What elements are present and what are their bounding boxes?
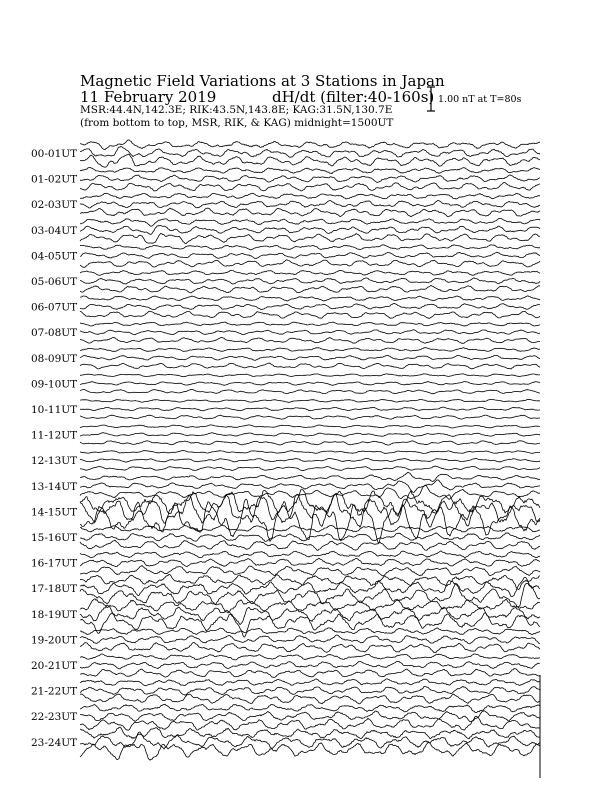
trace-order-note: (from bottom to top, MSR, RIK, & KAG) midnight=1500UT xyxy=(80,117,394,129)
trace-rik-22-23ut xyxy=(80,711,540,722)
trace-rik-11-12ut xyxy=(80,433,540,437)
hour-label: 20-21UT xyxy=(31,660,78,672)
trace-kag-02-03ut xyxy=(80,193,540,199)
hour-label: 23-24UT xyxy=(31,736,78,749)
trace-msr-21-22ut xyxy=(80,694,540,704)
trace-kag-00-01ut xyxy=(80,140,540,150)
trace-msr-18-19ut xyxy=(80,613,540,637)
scale-bar xyxy=(427,87,522,111)
trace-kag-08-09ut xyxy=(80,348,540,352)
trace-msr-07-08ut xyxy=(80,337,540,343)
trace-kag-01-02ut xyxy=(80,167,540,173)
hour-label: 21-22UT xyxy=(31,685,78,698)
hour-label: 11-12UT xyxy=(31,429,78,442)
trace-kag-22-23ut xyxy=(80,704,540,712)
trace-kag-11-12ut xyxy=(80,425,540,428)
trace-msr-16-17ut xyxy=(80,565,540,576)
station-coordinates: MSR:44.4N,142.3E; RIK:43.5N,143.8E; KAG:31.5N,130.7E xyxy=(80,104,393,116)
chart-quantity: dH/dt (filter:40-160s) xyxy=(272,88,435,106)
trace-kag-10-11ut xyxy=(80,399,540,402)
hour-label: 12-13UT xyxy=(31,455,78,468)
trace-msr-09-10ut xyxy=(80,389,540,393)
trace-rik-20-21ut xyxy=(80,661,540,669)
trace-kag-13-14ut xyxy=(80,472,540,481)
trace-kag-15-16ut xyxy=(80,525,540,532)
trace-rik-05-06ut xyxy=(80,278,540,284)
trace-rik-03-04ut xyxy=(80,226,540,235)
trace-msr-04-05ut xyxy=(80,260,540,268)
hour-label: 04-05UT xyxy=(31,250,78,263)
trace-rik-09-10ut xyxy=(80,382,540,386)
chart-date: 11 February 2019 xyxy=(80,88,217,106)
trace-msr-23-24ut xyxy=(80,742,540,760)
trace-rik-12-13ut xyxy=(80,458,540,462)
trace-kag-20-21ut xyxy=(80,654,540,660)
trace-rik-21-22ut xyxy=(80,686,540,695)
trace-kag-23-24ut xyxy=(80,727,540,739)
hour-label: 07-08UT xyxy=(31,327,78,340)
hour-label: 13-14UT xyxy=(31,480,78,493)
hour-label: 01-02UT xyxy=(31,173,78,186)
trace-kag-17-18ut xyxy=(80,574,540,589)
hour-label: 14-15UT xyxy=(31,506,78,519)
hour-label: 09-10UT xyxy=(31,378,78,391)
trace-msr-12-13ut xyxy=(80,466,540,471)
trace-rik-13-14ut xyxy=(80,480,540,493)
trace-rik-10-11ut xyxy=(80,407,540,411)
hour-label: 18-19UT xyxy=(31,608,78,621)
trace-msr-06-07ut xyxy=(80,311,540,318)
hour-labels xyxy=(31,148,77,749)
trace-kag-16-17ut xyxy=(80,551,540,558)
hour-label: 17-18UT xyxy=(31,583,78,596)
hour-label: 08-09UT xyxy=(31,352,78,365)
trace-msr-03-04ut xyxy=(80,233,540,243)
trace-kag-06-07ut xyxy=(80,296,540,301)
trace-kag-12-13ut xyxy=(80,451,540,454)
trace-rik-16-17ut xyxy=(80,558,540,567)
trace-kag-14-15ut xyxy=(80,490,540,514)
scale-bar-label: 1.00 nT at T=80s xyxy=(438,94,522,105)
trace-area xyxy=(80,140,540,760)
trace-msr-13-14ut xyxy=(80,485,540,499)
trace-rik-01-02ut xyxy=(80,175,540,183)
trace-msr-11-12ut xyxy=(80,441,540,445)
trace-msr-19-20ut xyxy=(80,642,540,652)
trace-rik-06-07ut xyxy=(80,303,540,309)
trace-msr-05-06ut xyxy=(80,285,540,293)
trace-rik-04-05ut xyxy=(80,252,540,258)
trace-rik-08-09ut xyxy=(80,355,540,360)
hour-label: 00-01UT xyxy=(31,148,78,160)
trace-rik-00-01ut xyxy=(80,147,540,158)
trace-kag-07-08ut xyxy=(80,322,540,326)
hour-label: 02-03UT xyxy=(31,199,78,212)
hour-label: 06-07UT xyxy=(31,301,78,314)
trace-msr-10-11ut xyxy=(80,415,540,419)
trace-kag-09-10ut xyxy=(80,374,540,377)
trace-msr-02-03ut xyxy=(80,208,540,217)
trace-msr-22-23ut xyxy=(80,716,540,730)
trace-rik-14-15ut xyxy=(80,494,540,527)
trace-rik-19-20ut xyxy=(80,635,540,644)
trace-msr-08-09ut xyxy=(80,363,540,369)
trace-kag-05-06ut xyxy=(80,270,540,275)
hour-label: 15-16UT xyxy=(31,532,78,544)
hour-label: 10-11UT xyxy=(31,404,78,416)
hour-label: 03-04UT xyxy=(31,224,78,237)
hour-label: 05-06UT xyxy=(31,276,78,288)
trace-rik-07-08ut xyxy=(80,330,540,335)
trace-kag-19-20ut xyxy=(80,628,540,635)
hour-label: 16-17UT xyxy=(31,557,78,570)
trace-msr-20-21ut xyxy=(80,669,540,678)
trace-kag-21-22ut xyxy=(80,679,540,686)
trace-rik-02-03ut xyxy=(80,200,540,208)
trace-msr-15-16ut xyxy=(80,540,540,550)
trace-rik-23-24ut xyxy=(80,732,540,749)
hour-label: 22-23UT xyxy=(31,711,78,724)
chart-title: Magnetic Field Variations at 3 Stations in Japan xyxy=(80,72,445,90)
trace-msr-01-02ut xyxy=(80,183,540,192)
trace-kag-03-04ut xyxy=(80,218,540,226)
trace-kag-04-05ut xyxy=(80,245,540,250)
hour-label: 19-20UT xyxy=(31,634,78,647)
